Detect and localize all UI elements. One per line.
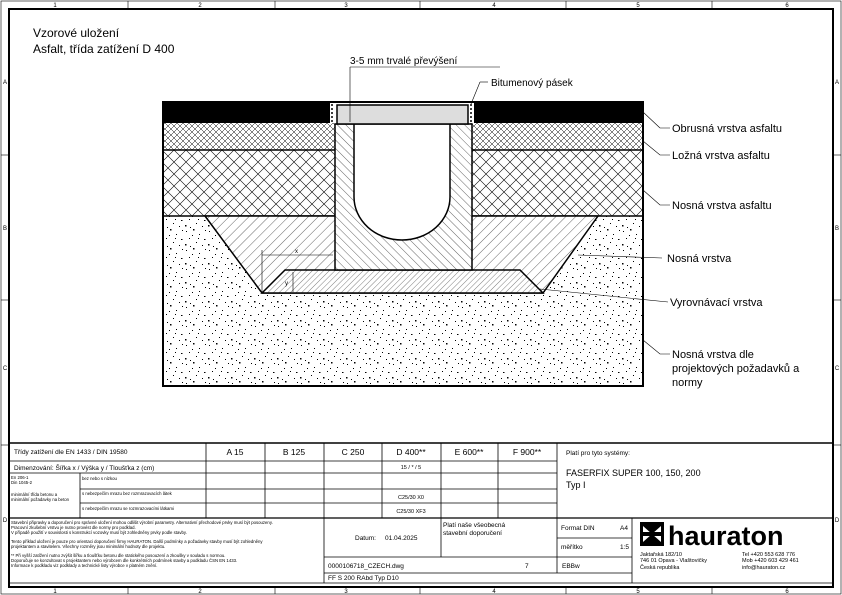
bedding-layer <box>262 270 543 293</box>
exposure-row-3: s nebezpečím mrazu se rozmrazovacími látkami <box>82 506 174 511</box>
ruler-col-6: 6 <box>785 3 789 9</box>
class-c250: C 250 <box>341 447 365 457</box>
dimension-y: y <box>285 281 288 287</box>
dimension-label: Dimenzování: Šířka x / Výška y / Tloušťka z (cm) <box>14 465 155 472</box>
contact-phone: Tel +420 553 628 776 <box>742 552 796 558</box>
layer-label-levelling: Vyrovnávací vrstva <box>670 297 763 309</box>
layer-label-subbase-3: normy <box>672 377 703 389</box>
exposure-row-1: bez nebo s nízkou <box>82 476 117 481</box>
channel-cavity <box>354 124 450 240</box>
valid-for-label: Platí pro tyto systémy: <box>566 450 630 457</box>
ruler-col-5: 5 <box>636 3 640 9</box>
exposure-row-2: s nebezpečím mrazu bez rozmrazovacích látek <box>82 491 172 496</box>
ruler-col-2-bottom: 2 <box>198 589 202 595</box>
note-6: ** Při vyšší zatížení nutno zvýšit šířku a tloušťku betonu dle statického posouzení a zkoušky v souladu s normou. <box>11 553 226 558</box>
contact-mobile: Mob +420 603 429 461 <box>742 558 799 564</box>
ruler-col-1: 1 <box>53 3 57 9</box>
elevation-note: 3-5 mm trvalé převýšení <box>350 56 458 67</box>
scale-label: měřítko <box>561 544 583 551</box>
format-label: Format DIN <box>561 525 595 532</box>
ruler-col-2: 2 <box>198 3 202 9</box>
ruler-col-4: 4 <box>492 3 496 9</box>
format: A4 <box>620 525 628 532</box>
ruler-row-c-right: C <box>834 366 840 372</box>
dimension-d400: 15 / * / 5 <box>400 465 422 471</box>
ruler-row-a: A <box>2 80 8 86</box>
note-3: V případě použití v souvislosti s konstrukcí vozovky musí být zohledněny prvky podle stavby. <box>11 530 187 535</box>
drawing-title: Vzorové uložení <box>33 26 120 40</box>
channel-type: Typ I <box>566 480 586 490</box>
scale: 1:5 <box>620 544 630 551</box>
channel-grate <box>337 105 468 124</box>
note-4: Tento příklad uložení je pouze pro orientaci doporučení firmy HAURATON. Další podmínky a požadavky stavby musí být zohledněny <box>11 539 263 544</box>
note-2: Pracovní zkušební vrstvu je nutno provést dle normy pro podklad. <box>11 525 136 530</box>
layer-label-asphalt-base: Nosná vrstva asfaltu <box>672 200 772 212</box>
drawing-code: FF S 200 RAbd Typ D10 <box>328 575 399 582</box>
date-label: Datum: <box>355 535 376 542</box>
norm-ref-1: En 206-1 <box>11 475 29 480</box>
ruler-row-a-right: A <box>834 80 840 86</box>
general-note-1: Platí naše všeobecná <box>443 522 506 529</box>
title-block <box>9 443 833 583</box>
class-f900: F 900** <box>512 447 542 457</box>
logo-wordmark: hauraton <box>668 521 784 551</box>
ruler-row-c: C <box>2 366 8 372</box>
ruler-col-5-bottom: 5 <box>636 589 640 595</box>
note-7: Doporučuje se konzultovat s projektantem nebo výrobcem dle konkrétních podmínek stavby a podkladu ČSN EN 1433. <box>11 558 238 563</box>
date: 01.04.2025 <box>385 535 418 542</box>
concrete-label-2: minimální požadavky na beton <box>11 497 70 502</box>
asphalt-surface-right <box>474 102 643 123</box>
note-8: Informace k podkladu viz podklady a technické listy výrobce v platném znění. <box>11 563 158 568</box>
revision: 7 <box>525 563 529 570</box>
load-class-header: Třídy zatížení dle EN 1433 / DIN 19580 <box>14 449 128 456</box>
ruler-col-6-bottom: 6 <box>785 589 789 595</box>
contact-email: info@hauraton.cz <box>742 565 786 571</box>
layer-label-subbase-1: Nosná vrstva dle <box>672 349 754 361</box>
cross-section <box>163 56 800 389</box>
class-a15: A 15 <box>226 447 244 457</box>
bitumen-label: Bitumenový pásek <box>491 78 573 89</box>
ruler-row-b-right: B <box>834 226 840 232</box>
norm-ref-2: Din 1045-2 <box>11 480 33 485</box>
concrete-label-1: minimální třída betonu a <box>11 492 58 497</box>
layer-label-wearing: Obrusná vrstva asfaltu <box>672 123 783 135</box>
ruler-row-b: B <box>2 226 8 232</box>
drawing-subtitle: Asfalt, třída zatížení D 400 <box>33 42 175 56</box>
asphalt-surface-left <box>163 102 330 123</box>
concrete-d400-x0: C25/30 X0 <box>398 495 424 501</box>
ruler-row-d-right: D <box>834 518 840 524</box>
class-e600: E 600** <box>454 447 484 457</box>
author: EBBw <box>562 563 580 570</box>
layer-label-subbase-2: projektových požadavků a <box>672 363 800 375</box>
ruler-col-3: 3 <box>344 3 348 9</box>
address-1: Jaktařská 182/10 <box>640 552 682 558</box>
layer-label-binder: Ložná vrstva asfaltu <box>672 150 770 162</box>
address-3: Česká republika <box>640 565 680 571</box>
ruler-row-d: D <box>2 518 8 524</box>
ruler-col-1-bottom: 1 <box>53 589 57 595</box>
concrete-d400-xf3: C25/30 XF3 <box>396 509 426 515</box>
general-note-2: stavební doporučení <box>443 530 502 537</box>
ruler-col-3-bottom: 3 <box>344 589 348 595</box>
systems: FASERFIX SUPER 100, 150, 200 <box>566 468 701 478</box>
hauraton-logo <box>640 521 784 551</box>
ruler-col-4-bottom: 4 <box>492 589 496 595</box>
layer-label-base: Nosná vrstva <box>667 253 732 265</box>
class-b125: B 125 <box>282 447 306 457</box>
address-2: 746 01 Opava - Vlaštovičky <box>640 558 707 564</box>
note-1: Stavební připravky a doporučení pro správné uložení mohou odlišit výrobní parametry. Alternativní přechodové prvky musí být posouzeny. <box>11 520 273 525</box>
dimension-x: x <box>295 249 298 255</box>
class-d400: D 400** <box>396 447 426 457</box>
filename: 0000106718_CZECH.dwg <box>328 563 404 570</box>
note-5: projektantem a stavitelem. Všechny rozměry jsou minimální hodnoty dle projektu. <box>11 544 166 549</box>
